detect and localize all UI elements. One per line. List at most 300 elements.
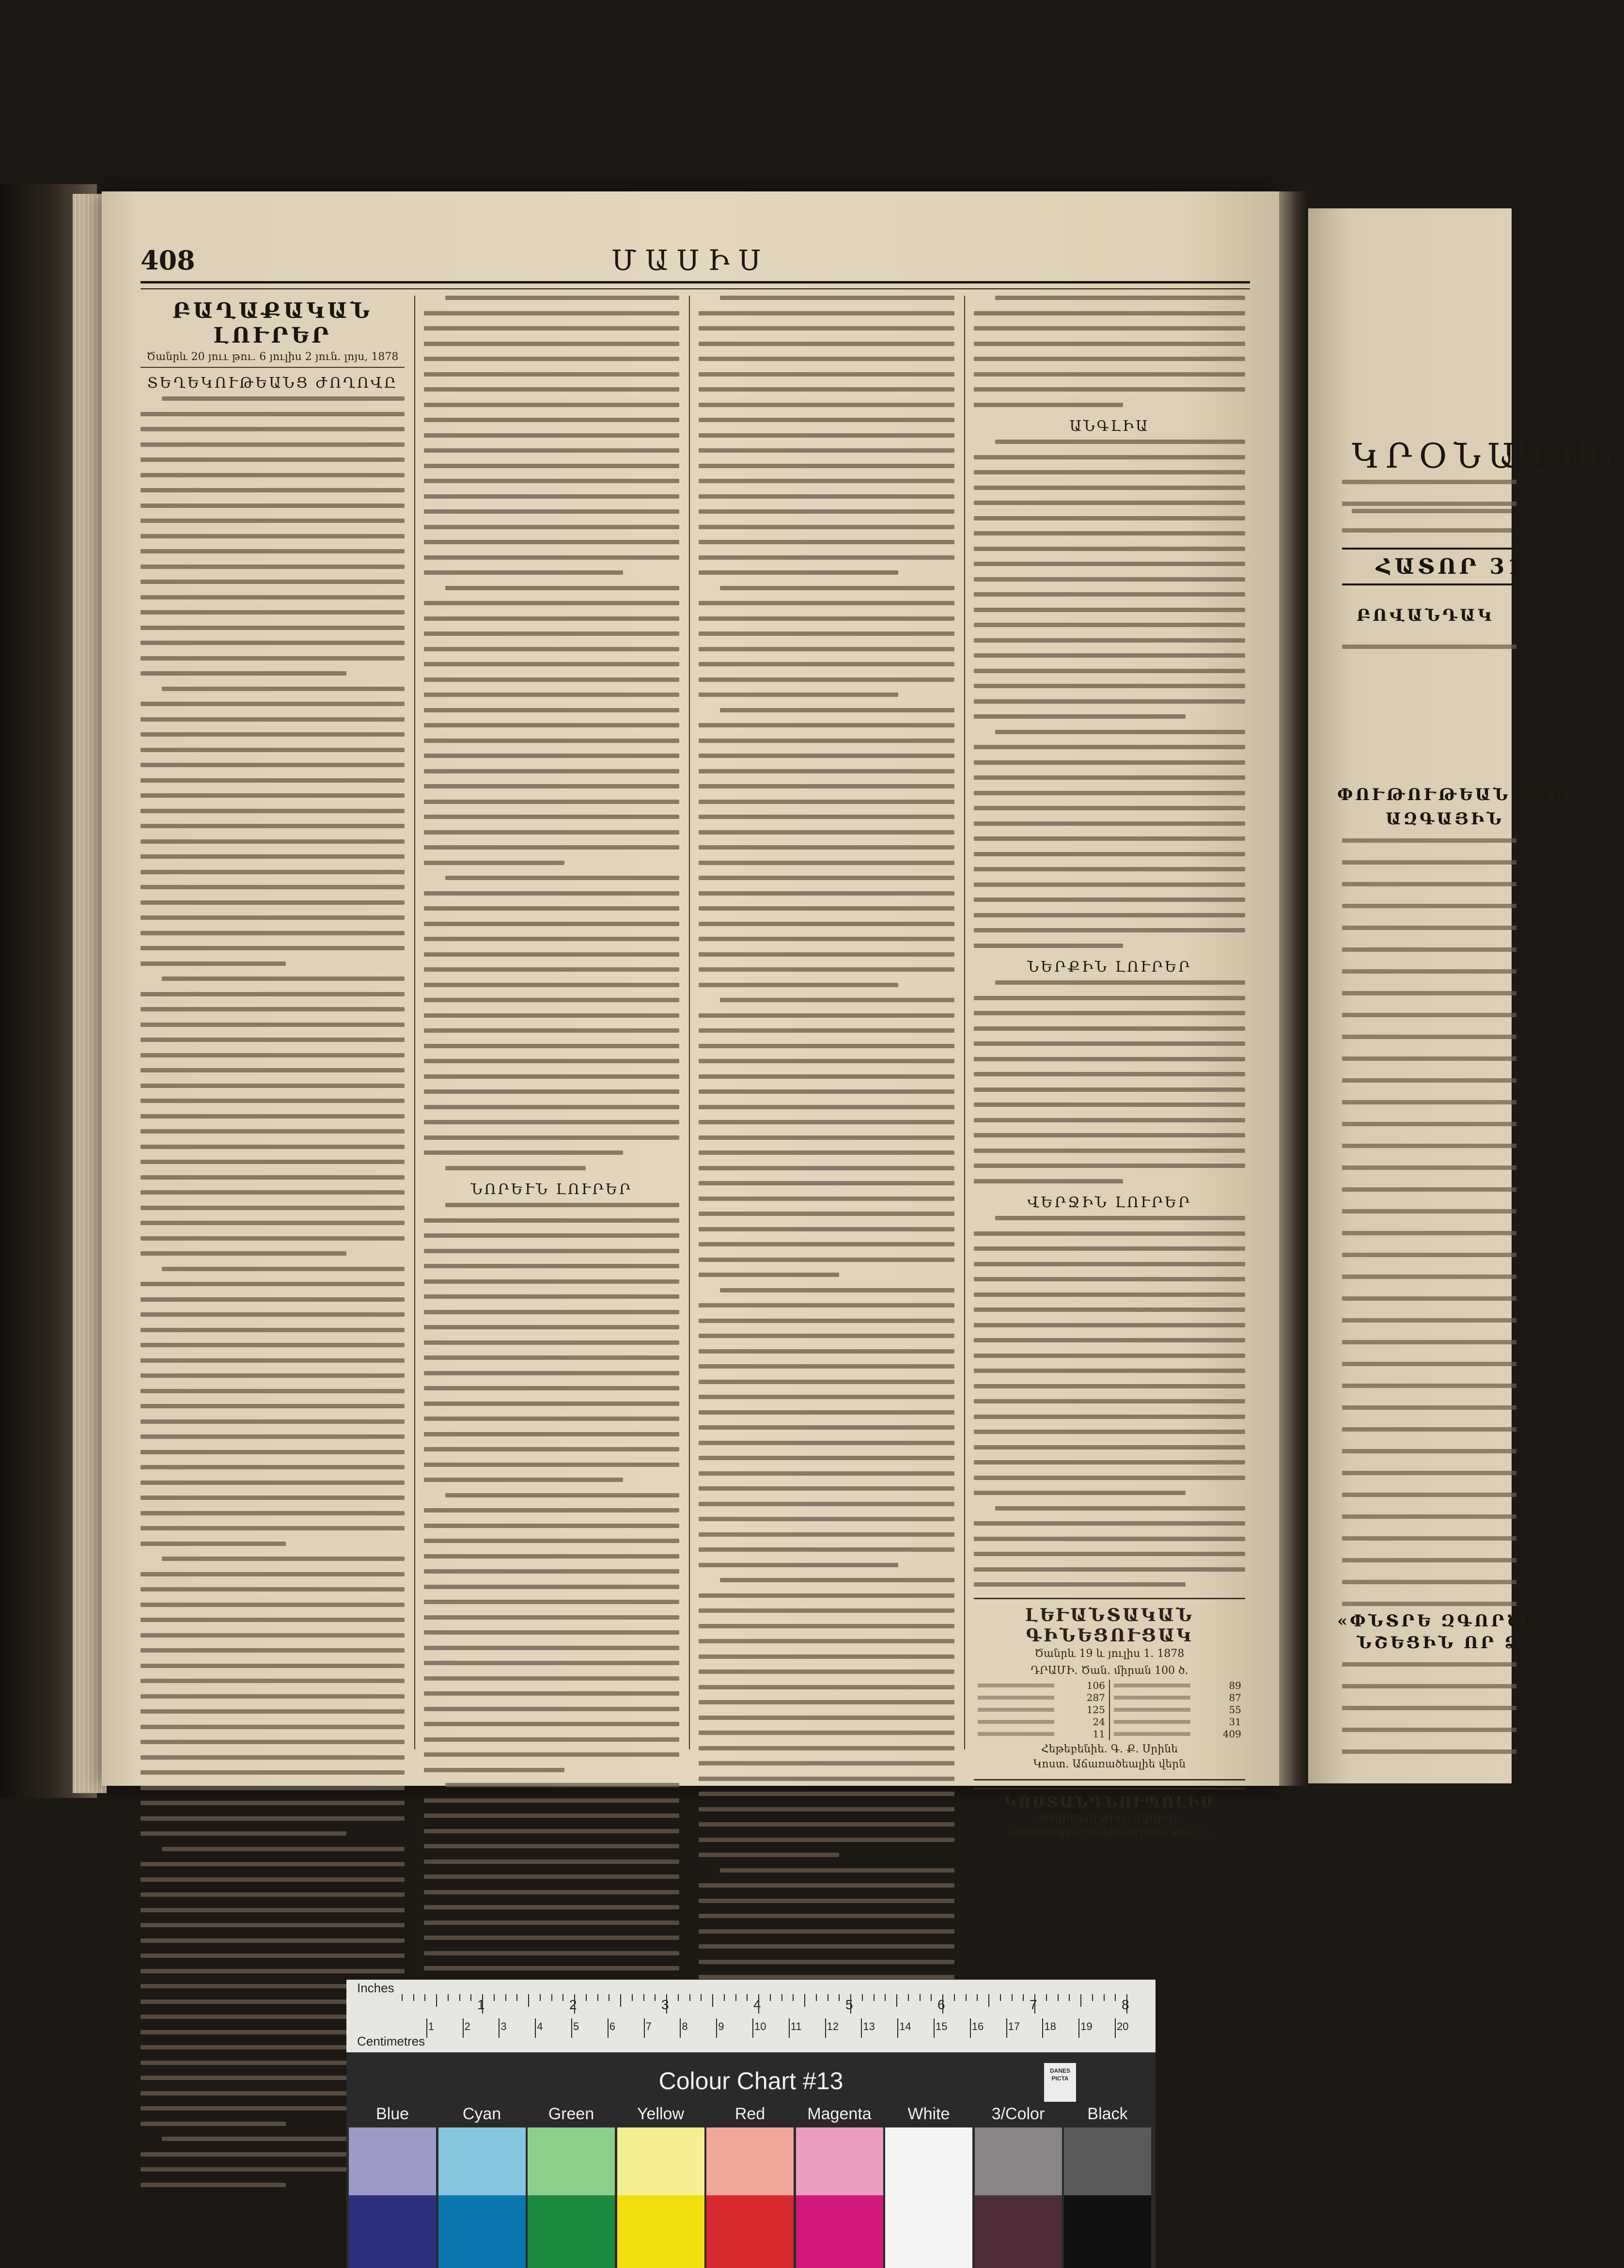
text-line xyxy=(699,1349,954,1354)
swatch-light xyxy=(438,2127,526,2195)
text-line xyxy=(141,1297,405,1302)
facing-page xyxy=(1308,208,1624,1783)
ruler-minor-tick xyxy=(1012,1994,1013,2001)
text-line xyxy=(699,494,954,499)
ruler-cm-label: 11 xyxy=(790,2020,802,2032)
text-line xyxy=(699,1120,954,1124)
text-line xyxy=(424,1554,679,1559)
swatch-dark xyxy=(1064,2195,1151,2268)
text-line xyxy=(424,418,679,422)
text-line xyxy=(699,800,954,804)
text-line xyxy=(699,1013,954,1018)
text-line xyxy=(974,806,1245,810)
text-line xyxy=(1342,645,1516,649)
ruler-minor-tick xyxy=(655,1994,656,2001)
text-line xyxy=(141,809,405,813)
facing-page-heading: «ՓՆՏՐԵ ԶԳՈՐԾԸ xyxy=(1337,1611,1540,1631)
text-line xyxy=(424,1844,679,1848)
text-line xyxy=(424,1752,679,1757)
text-line xyxy=(699,525,954,529)
ruler-inch-label: 1 xyxy=(477,1997,485,2012)
text-line xyxy=(424,998,679,1002)
text-line xyxy=(424,1737,679,1742)
text-line xyxy=(699,555,954,560)
text-line xyxy=(162,1847,405,1851)
ruler-minor-tick xyxy=(931,1994,932,2001)
text-line xyxy=(424,754,679,758)
facing-page-masthead: ԿՐՕՆԱԿԱՆ xyxy=(1352,436,1624,476)
text-line xyxy=(141,1709,405,1714)
text-line xyxy=(141,885,405,889)
text-line xyxy=(974,1521,1245,1526)
text-line xyxy=(1342,947,1516,952)
ruler-minor-tick xyxy=(1023,1994,1024,2001)
text-line xyxy=(424,922,679,926)
swatch-light xyxy=(528,2127,615,2195)
text-line xyxy=(141,473,405,477)
text-line xyxy=(699,1792,954,1796)
text-line xyxy=(699,1777,954,1781)
text-line xyxy=(699,1181,954,1185)
text-line xyxy=(974,684,1245,688)
text-line xyxy=(424,555,679,560)
text-line xyxy=(974,1026,1245,1031)
text-line xyxy=(974,1179,1123,1183)
text-line xyxy=(974,882,1245,887)
ruler-minor-tick xyxy=(586,1994,587,2001)
text-line xyxy=(699,1853,839,1857)
price-value: 24 xyxy=(1093,1716,1105,1728)
text-line xyxy=(1342,1706,1516,1710)
text-line xyxy=(699,693,898,697)
ruler-cm-tick xyxy=(535,2018,536,2038)
text-line xyxy=(141,565,405,569)
ruler-minor-tick xyxy=(839,1994,840,2001)
text-line xyxy=(699,677,954,682)
price-value: 55 xyxy=(1229,1703,1241,1716)
text-line xyxy=(424,1402,679,1406)
text-line xyxy=(995,980,1245,985)
article-heading: ՆՈՐԵՒՆ ԼՈՒՐԵՐ xyxy=(470,1181,633,1198)
text-line xyxy=(141,1862,405,1866)
price-row-label xyxy=(978,1732,1054,1736)
text-line xyxy=(699,570,898,575)
text-line xyxy=(699,1822,954,1827)
ruler-cm-label: 10 xyxy=(754,2020,766,2032)
text-line xyxy=(141,961,286,966)
text-line xyxy=(141,900,405,905)
text-line xyxy=(699,952,954,957)
text-line xyxy=(141,1068,405,1072)
text-line xyxy=(424,906,679,911)
text-line xyxy=(424,1722,679,1726)
text-line xyxy=(424,1524,679,1528)
text-line xyxy=(1342,1662,1516,1667)
text-line xyxy=(141,1053,405,1057)
price-row xyxy=(1114,1728,1241,1740)
text-line xyxy=(1342,1078,1516,1083)
text-line xyxy=(974,531,1245,536)
text-line xyxy=(424,952,679,957)
price-value: 287 xyxy=(1086,1691,1105,1703)
text-line xyxy=(974,1102,1245,1107)
price-row xyxy=(978,1716,1105,1728)
price-table-left xyxy=(974,1680,1109,1740)
text-line xyxy=(141,1603,405,1607)
ruler-cm-label: 5 xyxy=(573,2020,579,2032)
text-line xyxy=(424,372,679,377)
ruler-cm-tick xyxy=(644,2018,645,2038)
price-row-label xyxy=(978,1708,1054,1712)
ruler-cm-label: 14 xyxy=(899,2020,911,2032)
text-line xyxy=(974,342,1245,346)
ruler-minor-tick xyxy=(816,1994,817,2001)
ruler-minor-tick xyxy=(448,1994,449,2001)
ruler-minor-tick xyxy=(402,1994,403,2001)
facing-page-heading: ԲՈՎԱՆԴԱԿ xyxy=(1357,606,1494,625)
text-line xyxy=(424,326,679,331)
volume-label: ՀԱՏՈՐ 31. xyxy=(1376,554,1536,579)
text-line xyxy=(974,1323,1245,1327)
ruler-minor-tick xyxy=(896,1994,897,2007)
text-line xyxy=(1342,1296,1516,1301)
text-line xyxy=(699,1380,954,1384)
ruler-minor-tick xyxy=(436,1994,437,2007)
text-line xyxy=(1342,1405,1516,1410)
text-line xyxy=(141,1969,405,1973)
text-line xyxy=(424,525,679,529)
ruler-minor-tick xyxy=(562,1994,563,2001)
text-line xyxy=(424,540,679,544)
text-line xyxy=(141,824,405,828)
text-line xyxy=(974,403,1123,407)
text-line xyxy=(1342,1187,1516,1192)
text-line xyxy=(974,852,1245,856)
text-line xyxy=(141,1023,405,1027)
text-line xyxy=(1342,502,1516,506)
price-list-title: ԼԵՒԱՆՏԱԿԱՆ ԳԻՆԵՑՈՒՑԱԿ xyxy=(1025,1605,1194,1646)
text-line xyxy=(699,1624,954,1628)
text-line xyxy=(699,1899,954,1903)
article-heading: ՎԵՐՋԻՆ ԼՈՒՐԵՐ xyxy=(1027,1194,1192,1211)
text-line xyxy=(141,442,405,447)
text-line xyxy=(424,1615,679,1620)
text-line xyxy=(974,357,1245,361)
article-text xyxy=(974,1216,1245,1587)
text-line xyxy=(720,1288,954,1292)
price-row xyxy=(1114,1716,1241,1728)
column-divider xyxy=(414,296,415,1749)
text-line xyxy=(720,586,954,590)
text-line xyxy=(974,669,1245,673)
text-line xyxy=(424,1905,679,1909)
text-line xyxy=(974,1011,1245,1015)
text-line xyxy=(699,1074,954,1079)
text-line xyxy=(141,1480,405,1485)
text-line xyxy=(699,1441,954,1445)
ruler-cm-tick xyxy=(1078,2018,1079,2038)
ruler-cm-tick xyxy=(934,2018,935,2038)
ruler-cm-label: 4 xyxy=(537,2020,543,2032)
text-line xyxy=(141,1358,405,1363)
text-line xyxy=(974,1354,1245,1358)
text-line xyxy=(141,1175,405,1180)
text-line xyxy=(1342,480,1516,484)
ruler-minor-tick xyxy=(793,1994,794,2001)
text-line xyxy=(424,1355,679,1360)
text-line xyxy=(699,1502,954,1506)
text-line xyxy=(424,1646,679,1650)
swatch-light xyxy=(706,2127,794,2195)
text-line xyxy=(974,638,1245,643)
text-line xyxy=(424,769,679,773)
text-line xyxy=(424,433,679,438)
text-line xyxy=(974,898,1245,902)
ruler-inches-label: Inches xyxy=(357,1981,394,1995)
ruler-inch-label: 5 xyxy=(845,1997,853,2012)
ruler-cm-label: 9 xyxy=(718,2020,724,2032)
text-line xyxy=(424,1508,679,1512)
text-line xyxy=(424,1417,679,1421)
ruler-inch-label: 4 xyxy=(753,1997,761,2012)
text-line xyxy=(141,854,405,859)
text-line xyxy=(974,1445,1245,1449)
text-line xyxy=(1342,860,1516,865)
newspaper-page xyxy=(102,191,1279,1838)
text-line xyxy=(1342,1449,1516,1453)
text-line xyxy=(424,784,679,788)
price-value: 87 xyxy=(1229,1691,1241,1703)
ruler-minor-tick xyxy=(516,1994,517,2001)
text-line xyxy=(141,1450,405,1454)
ruler-cm-tick xyxy=(680,2018,681,2038)
text-line xyxy=(699,1547,954,1552)
text-line xyxy=(141,702,405,706)
ruler-minor-tick xyxy=(885,1994,886,2001)
ruler-minor-tick xyxy=(413,1994,414,2001)
text-line xyxy=(141,1007,405,1011)
swatch-light xyxy=(349,2127,436,2195)
text-line xyxy=(699,1059,954,1063)
ruler-minor-tick xyxy=(1058,1994,1059,2001)
text-line xyxy=(974,486,1245,490)
swatch-label: 3/Color xyxy=(991,2105,1045,2123)
text-line xyxy=(699,1089,954,1094)
text-line xyxy=(141,1206,405,1210)
text-line xyxy=(699,1212,954,1216)
article-heading: ՏԵՂԵԿՈՒԹԵԱՆՑ ԺՈՂՈՎԸ xyxy=(147,375,398,392)
text-line xyxy=(699,1716,954,1720)
text-line xyxy=(141,1160,405,1164)
column-4 xyxy=(974,296,1245,1838)
ruler-cm-label: 12 xyxy=(827,2020,839,2032)
text-line xyxy=(699,1395,954,1399)
text-line xyxy=(1342,1602,1516,1606)
text-line xyxy=(974,996,1245,1000)
text-line xyxy=(141,1648,405,1653)
article-text xyxy=(141,396,405,2187)
text-line xyxy=(424,1386,679,1390)
text-line xyxy=(699,891,954,896)
swatch-label: Cyan xyxy=(462,2105,501,2123)
article-text xyxy=(974,440,1245,948)
text-line xyxy=(141,748,405,752)
text-line xyxy=(141,1221,405,1225)
text-line xyxy=(424,937,679,941)
swatch-dark xyxy=(438,2195,526,2268)
facing-page-heading: ՓՈՒԹՈՒԹԵԱՆ ՀԱՄ xyxy=(1337,785,1570,804)
text-line xyxy=(974,1430,1245,1434)
ruler-minor-tick xyxy=(908,1994,909,2001)
swatch-light xyxy=(1064,2127,1151,2195)
ruler-minor-tick xyxy=(1046,1994,1047,2001)
text-line xyxy=(699,1914,954,1918)
facing-page-volume-box xyxy=(1342,548,1536,585)
text-line xyxy=(424,1661,679,1665)
ruler-minor-tick xyxy=(701,1994,702,2001)
article-text xyxy=(424,1203,679,2078)
text-line xyxy=(699,906,954,911)
text-line xyxy=(141,1236,405,1241)
text-line xyxy=(1342,1471,1516,1475)
text-line xyxy=(141,1572,405,1576)
text-line xyxy=(974,1537,1245,1541)
text-line xyxy=(1342,1144,1516,1148)
text-line xyxy=(162,396,405,401)
text-line xyxy=(141,778,405,783)
text-line xyxy=(699,1425,954,1430)
text-line xyxy=(699,616,954,621)
text-line xyxy=(141,1190,405,1195)
text-line xyxy=(424,1044,679,1048)
text-line xyxy=(699,1364,954,1369)
text-line xyxy=(699,403,954,407)
text-line xyxy=(141,580,405,584)
price-row xyxy=(978,1692,1105,1704)
text-line xyxy=(974,501,1245,505)
ruler-cm-label: 6 xyxy=(609,2020,616,2032)
ruler-minor-tick xyxy=(643,1994,644,2001)
ruler-minor-tick xyxy=(1115,1994,1116,2001)
text-line xyxy=(974,1262,1245,1266)
text-line xyxy=(1342,1749,1516,1754)
facing-page-heading: ԱԶԳԱՅԻՆ xyxy=(1386,809,1504,829)
text-line xyxy=(141,610,405,614)
price-table-right xyxy=(1109,1680,1245,1740)
text-line xyxy=(699,1135,954,1140)
text-line xyxy=(1342,1684,1516,1688)
text-line xyxy=(974,699,1245,704)
text-line xyxy=(699,845,954,850)
text-line xyxy=(974,1567,1245,1572)
ruler-minor-tick xyxy=(735,1994,736,2001)
ruler-minor-tick xyxy=(424,1994,425,2001)
text-line xyxy=(141,519,405,523)
text-line xyxy=(141,1099,405,1103)
text-line xyxy=(974,1164,1245,1168)
swatch-label: Yellow xyxy=(637,2105,685,2123)
text-line xyxy=(974,387,1245,392)
text-line xyxy=(699,769,954,773)
text-line xyxy=(424,1089,679,1094)
text-line xyxy=(141,1908,405,1912)
text-line xyxy=(141,1679,405,1683)
article-text xyxy=(699,296,954,697)
price-row xyxy=(978,1704,1105,1716)
price-value: 409 xyxy=(1222,1728,1241,1740)
ruler-cm-tick xyxy=(426,2018,427,2038)
ruler-minor-tick xyxy=(632,1994,633,2001)
text-line xyxy=(141,1587,405,1591)
text-line xyxy=(141,1496,405,1500)
text-line xyxy=(424,1059,679,1063)
swatch-label: Magenta xyxy=(807,2105,872,2123)
ruler-minor-tick xyxy=(620,1994,621,2007)
text-line xyxy=(974,653,1245,658)
text-line xyxy=(141,1618,405,1622)
text-line xyxy=(699,1319,954,1323)
text-line xyxy=(699,1517,954,1521)
text-line xyxy=(424,448,679,453)
ruler-cm-tick xyxy=(1006,2018,1007,2038)
text-line xyxy=(699,662,954,666)
text-line xyxy=(720,1578,954,1582)
ruler-minor-tick xyxy=(862,1994,863,2001)
text-line xyxy=(974,913,1245,917)
text-line xyxy=(141,1328,405,1332)
text-line xyxy=(699,1105,954,1109)
swatch-label: Red xyxy=(734,2105,765,2123)
text-line xyxy=(1342,1536,1516,1541)
text-line xyxy=(1342,1318,1516,1323)
text-line xyxy=(1342,882,1516,886)
masthead: ՄԱՍԻՍ xyxy=(611,244,770,277)
text-line xyxy=(424,601,679,605)
text-line xyxy=(424,1676,679,1681)
ruler-cm-tick xyxy=(752,2018,753,2038)
ruler-cm-tick xyxy=(571,2018,572,2038)
swatch-dark xyxy=(528,2195,615,2268)
article-text xyxy=(974,980,1245,1183)
text-line xyxy=(995,730,1245,734)
text-line xyxy=(699,1273,839,1277)
column-3 xyxy=(699,296,954,1749)
text-line xyxy=(974,1246,1245,1251)
text-line xyxy=(699,1731,954,1735)
text-line xyxy=(141,1434,405,1439)
text-line xyxy=(974,326,1245,331)
article-text xyxy=(699,708,954,2071)
ruler-cm-label: 3 xyxy=(500,2020,507,2032)
text-line xyxy=(1342,1362,1516,1366)
ruler-minor-tick xyxy=(770,1994,771,2001)
text-line xyxy=(974,791,1245,795)
ruler-minor-tick xyxy=(551,1994,552,2001)
text-line xyxy=(1342,1253,1516,1257)
text-line xyxy=(699,509,954,514)
ruler-cm-tick xyxy=(789,2018,790,2038)
text-line xyxy=(974,745,1245,749)
text-line xyxy=(141,2122,286,2126)
text-line xyxy=(141,870,405,874)
text-line xyxy=(699,1593,954,1598)
text-line xyxy=(1342,1493,1516,1497)
price-row-label xyxy=(1114,1684,1190,1687)
text-line xyxy=(424,739,679,743)
ruler-cm-tick xyxy=(1115,2018,1116,2038)
text-line xyxy=(424,1859,679,1864)
text-line xyxy=(699,1028,954,1033)
